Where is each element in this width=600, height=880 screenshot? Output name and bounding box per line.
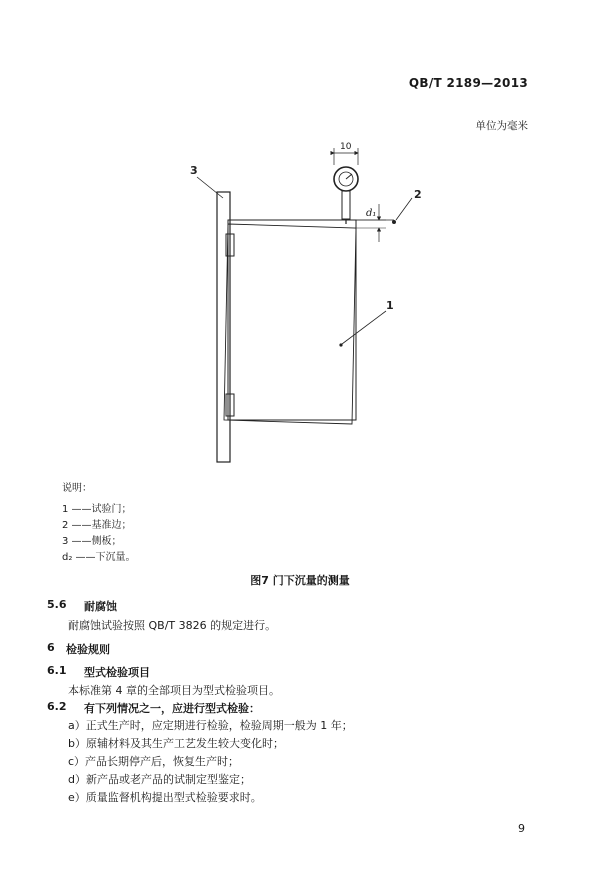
dimension-10-label: 10 bbox=[340, 142, 352, 152]
section-6-1-text: 本标准第 4 章的全部项目为型式检验项目。 bbox=[68, 684, 280, 697]
section-5-6-title: 耐腐蚀 bbox=[84, 600, 117, 613]
callout-2: 2 bbox=[414, 188, 422, 201]
list-item: b）原辅材料及其生产工艺发生较大变化时； bbox=[68, 737, 284, 750]
callout-1: 1 bbox=[386, 299, 394, 312]
legend-item: 3 ——侧板； bbox=[62, 536, 122, 547]
section-6-title: 检验规则 bbox=[66, 643, 110, 656]
list-item: d）新产品或老产品的试制定型鉴定； bbox=[68, 773, 251, 786]
section-6-1-number: 6.1 bbox=[47, 664, 67, 677]
list-item: a）正式生产时，应定期进行检验，检验周期一般为 1 年； bbox=[68, 719, 353, 732]
test-door-reference bbox=[228, 220, 356, 420]
section-5-6-number: 5.6 bbox=[47, 598, 67, 611]
dimension-d1-label: d₁ bbox=[366, 208, 377, 219]
section-5-6-text: 耐腐蚀试验按照 QB/T 3826 的规定进行。 bbox=[68, 619, 277, 632]
section-6-1-title: 型式检验项目 bbox=[84, 666, 150, 679]
legend-item: d₂ ——下沉量。 bbox=[62, 552, 136, 563]
test-door-sagged bbox=[224, 224, 356, 424]
section-6-number: 6 bbox=[47, 641, 55, 654]
page-number: 9 bbox=[518, 822, 525, 835]
legend-title: 说明： bbox=[62, 483, 92, 494]
legend-item: 2 ——基准边； bbox=[62, 520, 132, 531]
reference-point bbox=[392, 220, 396, 224]
figure-caption: 图7 门下沉量的测量 bbox=[250, 574, 350, 587]
standard-number: QB/T 2189—2013 bbox=[408, 76, 528, 90]
legend-item: 1 ——试验门； bbox=[62, 504, 132, 515]
section-6-2-number: 6.2 bbox=[47, 700, 67, 713]
dial-gauge-stem bbox=[342, 191, 350, 219]
unit-note: 单位为毫米 bbox=[475, 120, 528, 132]
section-6-2-title: 有下列情况之一，应进行型式检验： bbox=[84, 702, 260, 715]
list-item: e）质量监督机构提出型式检验要求时。 bbox=[68, 791, 262, 804]
list-item: c）产品长期停产后，恢复生产时； bbox=[68, 755, 240, 768]
callout-3: 3 bbox=[190, 164, 198, 177]
